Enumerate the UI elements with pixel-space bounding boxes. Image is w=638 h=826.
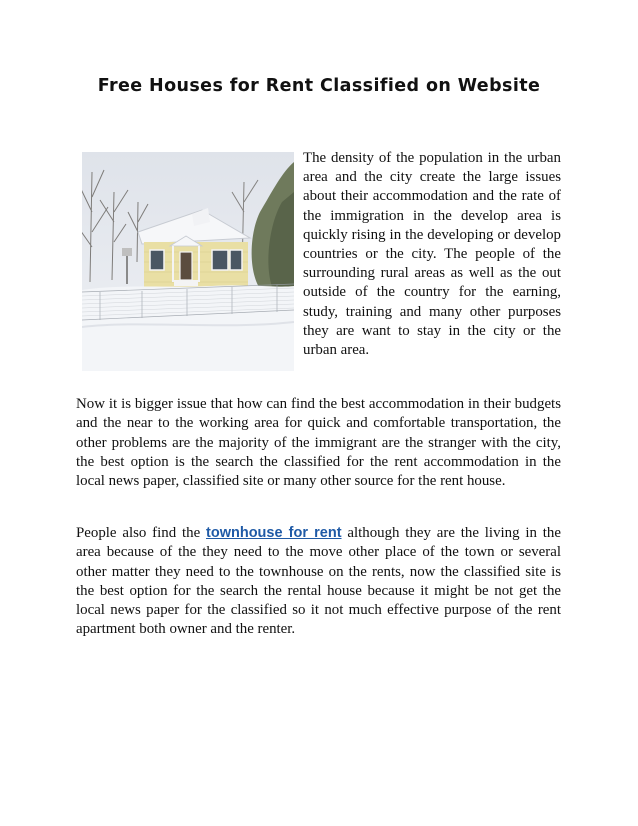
body-paragraph-1: Now it is bigger issue that how can find the best accommodation in their budgets and the near to the working area for quick and comfortable transportation, the other problems are the majority of the immigrant are the stranger with the city, the best option is the search the classified for the rent accommodation in the local news paper, classified site or many other source for the rent house. [76, 396, 561, 490]
house-photo [82, 152, 294, 371]
house-photo-illustration [82, 152, 294, 371]
paragraph-2-rest-text: although they are the living in the area because of the they need to the move other place of the town or several other matter they need to the townhouse on the rents, now the classified site is the best option for the search the rental house because it might be not get the local news paper for the classified so it not much effective purpose of the rent apartment both owner and the renter. [76, 525, 561, 638]
intro-paragraph: The density of the population in the urban area and the city create the large issues about their accommodation and the rate of the immigration in the develop area is quickly rising in the developing or develop countries or the city. The people of the surrounding rural areas as well as the out outside of the country for the earning, study, training and many other purposes they are want to stay in the city or the urban area. [303, 150, 561, 359]
paragraph-2-intro-text: People also find the [76, 525, 207, 541]
body-paragraph-2 [76, 524, 561, 640]
townhouse-for-rent-link[interactable]: townhouse for rent [206, 525, 342, 541]
document-title: Free Houses for Rent Classified on Website [97, 76, 541, 96]
